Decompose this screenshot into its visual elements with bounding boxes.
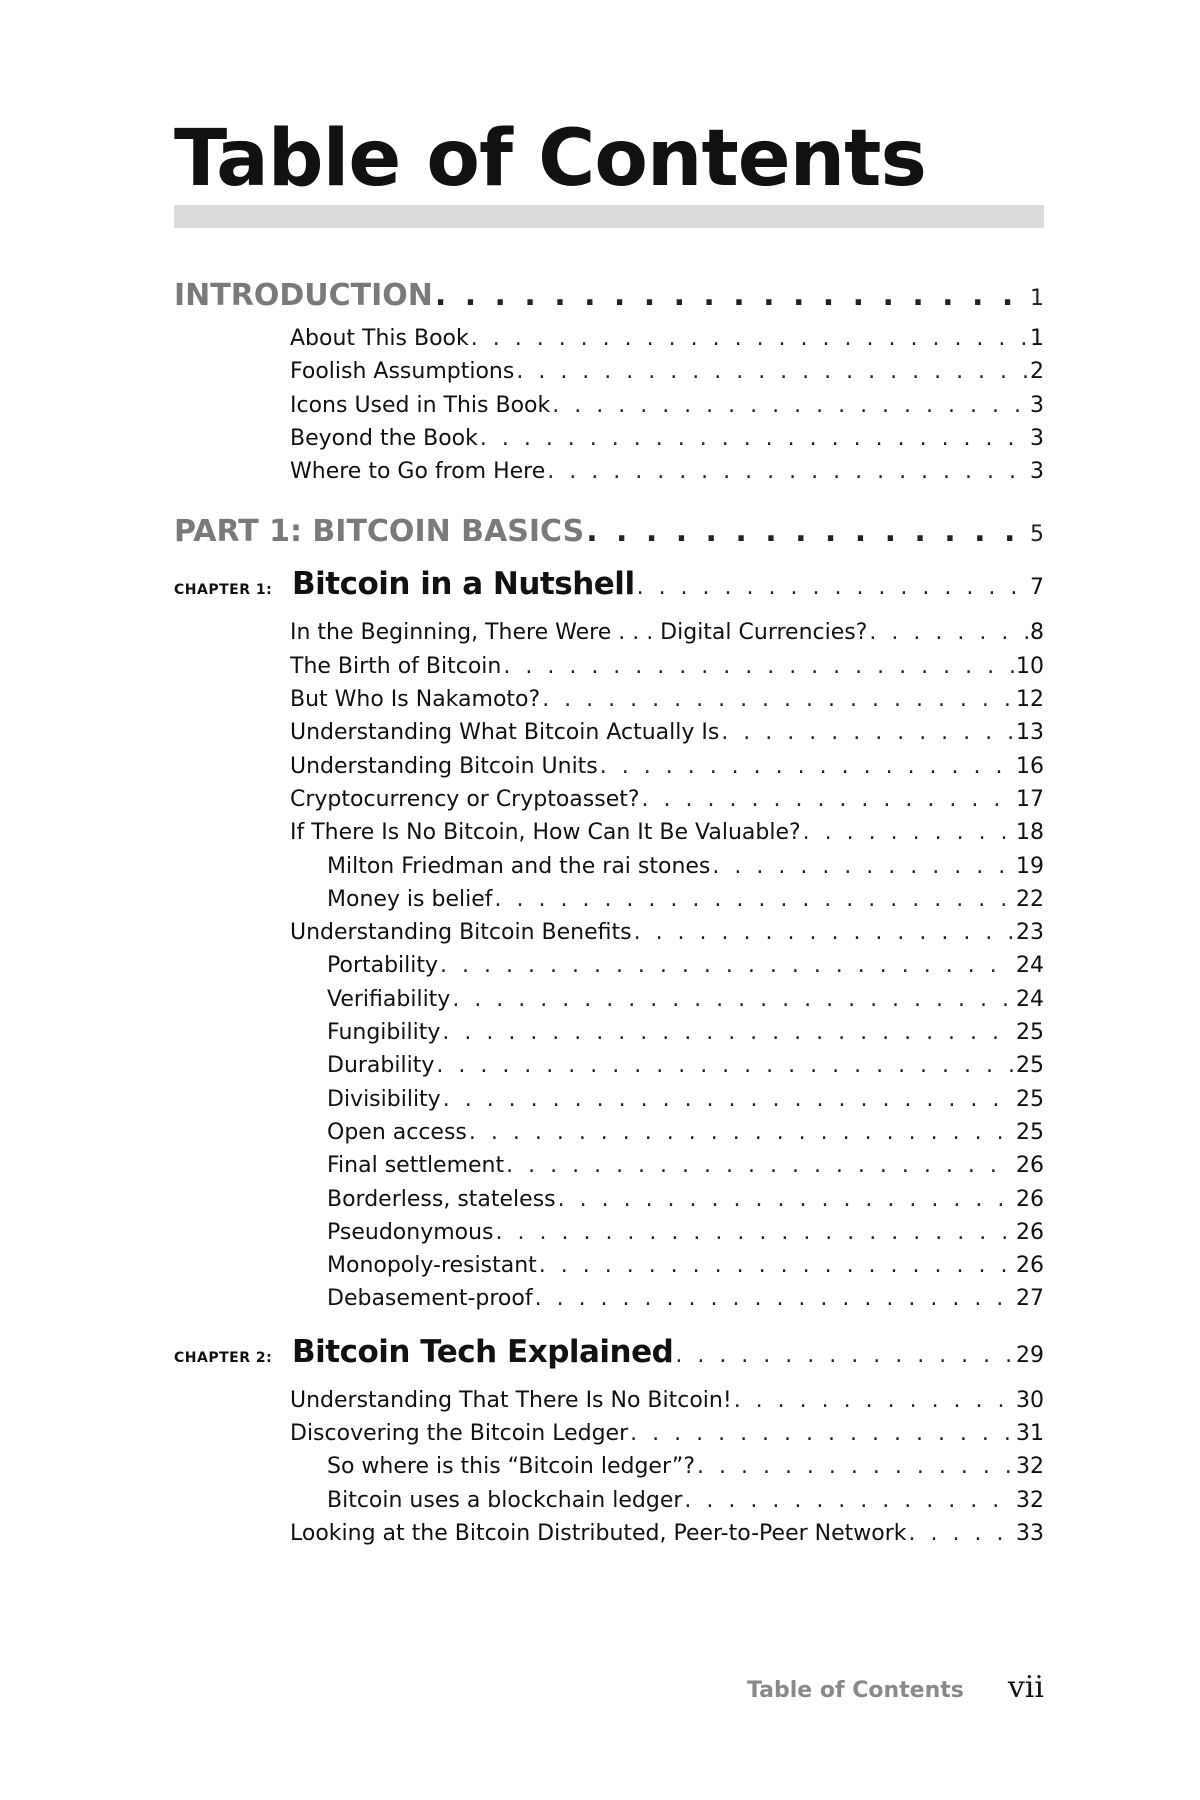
chapter-1-entries — [174, 616, 1044, 1315]
toc-entry-page: 2 — [1030, 359, 1044, 385]
toc-entry-page: 25 — [1016, 1053, 1044, 1079]
dot-leader — [586, 514, 1028, 549]
toc-entry-page: 30 — [1016, 1387, 1044, 1413]
toc-entry-page: 18 — [1016, 820, 1044, 846]
chapter-number: CHAPTER 1: — [174, 582, 273, 599]
toc-entry[interactable] — [290, 1517, 1044, 1550]
toc-entry[interactable] — [290, 716, 1044, 749]
toc-entry-label: Divisibility — [327, 1086, 441, 1112]
toc-subentry[interactable] — [327, 1049, 1044, 1082]
toc-entry-label: Icons Used in This Book — [290, 392, 551, 418]
dot-leader — [469, 1116, 1014, 1149]
dot-leader — [471, 322, 1028, 355]
dot-leader — [542, 683, 1014, 716]
toc-entry-label: In the Beginning, There Were . . . Digital Currencies? — [290, 620, 868, 646]
page-title: Table of Contents — [174, 114, 926, 204]
toc-entry-page: 27 — [1016, 1286, 1044, 1312]
toc-entry-label: Money is belief — [327, 886, 493, 912]
table-of-contents — [174, 278, 1044, 1550]
dot-leader — [712, 850, 1014, 883]
toc-entry[interactable] — [290, 816, 1044, 849]
chapter-2-entries — [174, 1384, 1044, 1550]
toc-entry-page: 1 — [1030, 326, 1044, 351]
dot-leader — [516, 355, 1028, 388]
dot-leader — [634, 916, 1014, 949]
toc-part-1-page: 5 — [1030, 522, 1044, 548]
toc-entry-page: 24 — [1016, 953, 1044, 979]
dot-leader — [535, 1282, 1014, 1315]
toc-entry[interactable] — [290, 683, 1044, 716]
toc-entry-label: Cryptocurrency or Cryptoasset? — [290, 786, 640, 812]
chapter-number: CHAPTER 2: — [174, 1349, 273, 1366]
toc-entry[interactable] — [290, 1417, 1044, 1450]
toc-entry-label: Looking at the Bitcoin Distributed, Peer-to-Peer Network — [290, 1520, 907, 1546]
toc-entry-label: Pseudonymous — [327, 1219, 494, 1245]
toc-entry[interactable] — [290, 422, 1044, 455]
toc-entry-label: Understanding Bitcoin Units — [290, 753, 598, 779]
toc-entry-label: Understanding That There Is No Bitcoin! — [290, 1387, 732, 1413]
toc-entry-label: About This Book — [290, 326, 469, 351]
toc-entry-page: 24 — [1016, 986, 1044, 1012]
chapter-page: 7 — [1030, 575, 1044, 601]
toc-subentry[interactable] — [327, 1149, 1044, 1182]
toc-entry-page: 25 — [1016, 1119, 1044, 1145]
toc-part-1-label: PART 1: BITCOIN BASICS — [174, 514, 585, 550]
dot-leader — [909, 1517, 1014, 1550]
dot-leader — [436, 1049, 1014, 1082]
toc-entry[interactable] — [290, 783, 1044, 816]
introduction-sections — [174, 322, 1044, 488]
toc-entry-label: Beyond the Book — [290, 425, 478, 451]
toc-entry-label: Portability — [327, 953, 439, 979]
toc-entry-label: Open access — [327, 1119, 467, 1145]
dot-leader — [547, 455, 1028, 488]
toc-entry-label: But Who Is Nakamoto? — [290, 687, 541, 713]
toc-entry[interactable] — [290, 389, 1044, 422]
dot-leader — [803, 816, 1014, 849]
toc-entry-label: Milton Friedman and the rai stones — [327, 853, 711, 879]
toc-entry[interactable] — [290, 616, 1044, 649]
chapter-title: Bitcoin in a Nutshell — [292, 566, 635, 603]
toc-entry-page: 23 — [1016, 920, 1044, 946]
toc-entry-page: 3 — [1030, 425, 1044, 451]
toc-entry-label: The Birth of Bitcoin — [290, 653, 502, 679]
toc-subentry[interactable] — [327, 1484, 1044, 1517]
toc-entry[interactable] — [290, 322, 1044, 355]
toc-entry-label: Verifiability — [327, 986, 451, 1012]
toc-introduction-page: 1 — [1030, 286, 1044, 311]
toc-entry[interactable] — [290, 750, 1044, 783]
dot-leader — [697, 1450, 1014, 1483]
dot-leader — [539, 1249, 1014, 1282]
toc-entry-page: 22 — [1016, 886, 1044, 912]
toc-entry-page: 8 — [1030, 620, 1044, 646]
toc-subentry[interactable] — [327, 1282, 1044, 1315]
toc-entry[interactable] — [290, 355, 1044, 388]
dot-leader — [684, 1484, 1014, 1517]
dot-leader — [506, 1149, 1014, 1182]
toc-entry-page: 16 — [1016, 753, 1044, 779]
toc-subentry[interactable] — [327, 1249, 1044, 1282]
toc-entry-page: 33 — [1016, 1520, 1044, 1546]
toc-subentry[interactable] — [327, 1183, 1044, 1216]
dot-leader — [435, 278, 1028, 313]
toc-chapter-1[interactable] — [174, 566, 1044, 616]
toc-subentry[interactable] — [327, 1016, 1044, 1049]
toc-entry-label: So where is this “Bitcoin ledger”? — [327, 1454, 695, 1480]
dot-leader — [496, 1216, 1014, 1249]
toc-subentry[interactable] — [327, 1216, 1044, 1249]
toc-entry-page: 26 — [1016, 1219, 1044, 1245]
dot-leader — [721, 716, 1014, 749]
page-footer — [747, 1670, 1044, 1705]
toc-entry-page: 25 — [1016, 1020, 1044, 1046]
toc-subentry[interactable] — [327, 983, 1044, 1016]
toc-chapter-2[interactable] — [174, 1334, 1044, 1384]
toc-entry-label: Borderless, stateless — [327, 1186, 556, 1212]
toc-entry-page: 31 — [1016, 1421, 1044, 1447]
toc-entry-label: Where to Go from Here — [290, 459, 546, 485]
toc-entry-label: Monopoly-resistant — [327, 1253, 537, 1279]
dot-leader — [495, 883, 1014, 916]
toc-entry-page: 17 — [1016, 786, 1044, 812]
toc-entry-label: Durability — [327, 1053, 435, 1079]
toc-entry[interactable] — [290, 916, 1044, 949]
toc-entry-label: Discovering the Bitcoin Ledger — [290, 1421, 629, 1447]
dot-leader — [503, 650, 1014, 683]
toc-subentry[interactable] — [327, 1450, 1044, 1483]
toc-entry-label: Understanding Bitcoin Benefits — [290, 920, 632, 946]
dot-leader — [675, 1343, 1014, 1368]
toc-entry-label: Fungibility — [327, 1020, 441, 1046]
dot-leader — [600, 750, 1014, 783]
title-underline-bar — [174, 205, 1044, 228]
toc-entry[interactable] — [290, 1384, 1044, 1417]
dot-leader — [734, 1384, 1014, 1417]
toc-subentry[interactable] — [327, 1116, 1044, 1149]
toc-subentry[interactable] — [327, 949, 1044, 982]
chapter-title: Bitcoin Tech Explained — [292, 1333, 674, 1370]
toc-entry[interactable] — [290, 455, 1044, 488]
toc-entry-page: 26 — [1016, 1253, 1044, 1279]
toc-entry-label: Understanding What Bitcoin Actually Is — [290, 720, 720, 746]
toc-entry-page: 32 — [1016, 1454, 1044, 1480]
toc-subentry[interactable] — [327, 1083, 1044, 1116]
toc-entry-page: 3 — [1030, 459, 1044, 485]
dot-leader — [442, 1016, 1014, 1049]
toc-entry-label: Bitcoin uses a blockchain ledger — [327, 1487, 683, 1513]
toc-subentry[interactable] — [327, 850, 1044, 883]
running-title: Table of Contents — [746, 1678, 964, 1703]
toc-entry-label: Debasement-proof — [327, 1286, 533, 1312]
toc-entry-label: If There Is No Bitcoin, How Can It Be Valuable? — [290, 820, 801, 846]
dot-leader — [440, 949, 1014, 982]
dot-leader — [443, 1083, 1014, 1116]
dot-leader — [869, 616, 1028, 649]
toc-entry-page: 19 — [1016, 853, 1044, 879]
toc-entry-label: Final settlement — [327, 1153, 505, 1179]
toc-subentry[interactable] — [327, 883, 1044, 916]
dot-leader — [452, 983, 1014, 1016]
toc-entry[interactable] — [290, 650, 1044, 683]
dot-leader — [558, 1183, 1014, 1216]
chapter-page: 29 — [1016, 1342, 1044, 1368]
spacer — [174, 488, 1044, 514]
dot-leader — [552, 389, 1028, 422]
toc-introduction[interactable] — [174, 278, 1044, 322]
dot-leader — [637, 575, 1028, 600]
toc-entry-page: 32 — [1016, 1487, 1044, 1513]
toc-introduction-label: INTRODUCTION — [174, 278, 433, 313]
toc-entry-page: 10 — [1016, 653, 1044, 679]
toc-entry-page: 3 — [1030, 392, 1044, 418]
spacer — [174, 558, 1044, 566]
toc-entry-page: 25 — [1016, 1086, 1044, 1112]
dot-leader — [630, 1417, 1014, 1450]
page-number: vii — [1007, 1670, 1044, 1705]
toc-entry-label: Foolish Assumptions — [290, 359, 515, 385]
toc-entry-page: 13 — [1016, 720, 1044, 746]
toc-entry-page: 26 — [1016, 1186, 1044, 1212]
dot-leader — [480, 422, 1028, 455]
dot-leader — [642, 783, 1014, 816]
toc-part-1[interactable] — [174, 514, 1044, 558]
toc-entry-page: 12 — [1016, 687, 1044, 713]
spacer — [174, 1316, 1044, 1334]
toc-entry-page: 26 — [1016, 1153, 1044, 1179]
